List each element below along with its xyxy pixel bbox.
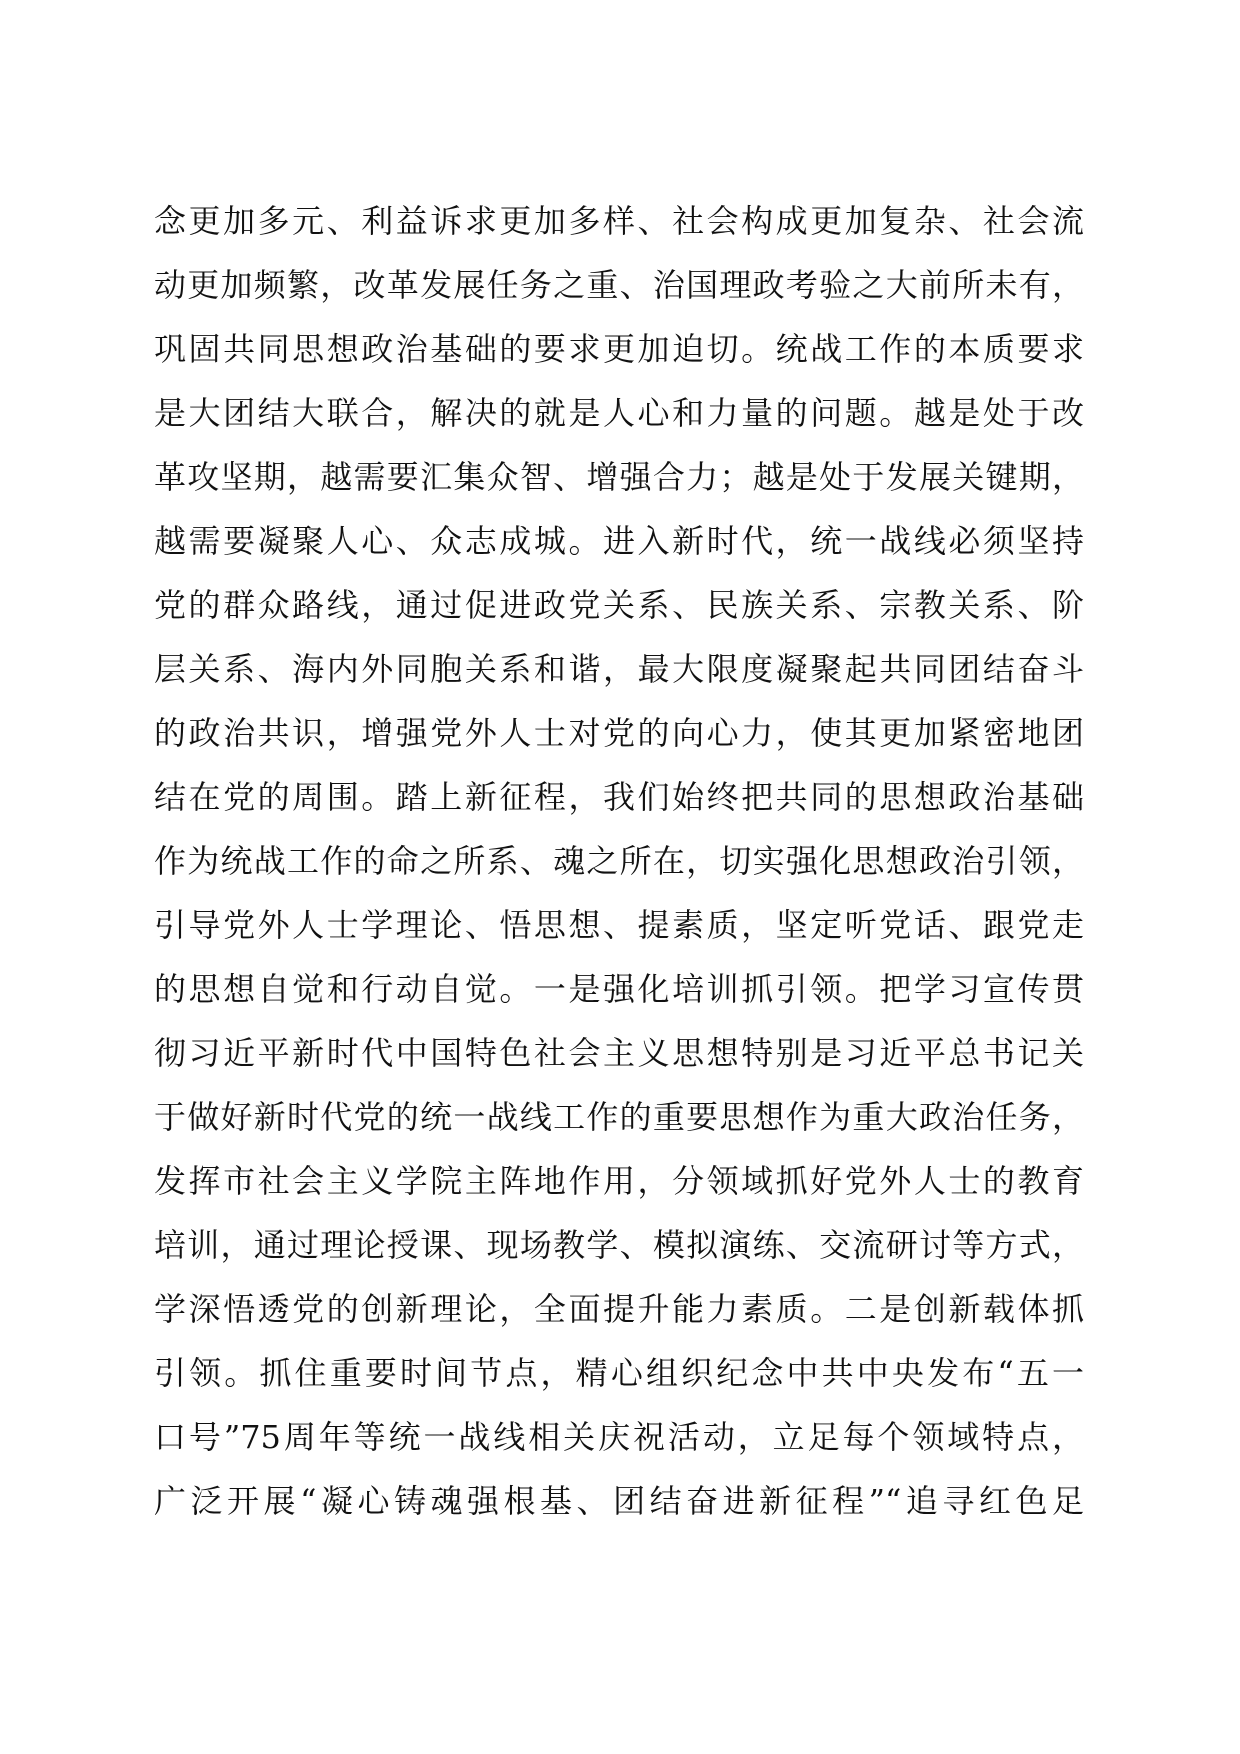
text-line-10: 结在党的周围。踏上新征程，我们始终把共同的思想政治基础: [154, 778, 1084, 816]
body-text: [154, 189, 1084, 1533]
text-line-4: 是大团结大联合，解决的就是人心和力量的问题。越是处于改: [154, 394, 1084, 432]
text-line-18: 学深悟透党的创新理论，全面提升能力素质。二是创新载体抓: [154, 1290, 1084, 1328]
text-line-3: 巩固共同思想政治基础的要求更加迫切。统战工作的本质要求: [154, 330, 1084, 368]
text-line-16: 发挥市社会主义学院主阵地作用，分领域抓好党外人士的教育: [154, 1162, 1084, 1200]
text-line-21: 广泛开展“凝心铸魂强根基、团结奋进新征程”“追寻红色足: [154, 1482, 1084, 1520]
text-line-17: 培训，通过理论授课、现场教学、模拟演练、交流研讨等方式，: [154, 1226, 1084, 1264]
text-line-14: 彻习近平新时代中国特色社会主义思想特别是习近平总书记关: [154, 1034, 1084, 1072]
text-line-1: 念更加多元、利益诉求更加多样、社会构成更加复杂、社会流: [154, 202, 1084, 240]
text-line-2: 动更加频繁，改革发展任务之重、治国理政考验之大前所未有，: [154, 266, 1084, 304]
text-line-13: 的思想自觉和行动自觉。一是强化培训抓引领。把学习宣传贯: [154, 970, 1084, 1008]
text-line-6: 越需要凝聚人心、众志成城。进入新时代，统一战线必须坚持: [154, 522, 1084, 560]
text-line-5: 革攻坚期，越需要汇集众智、增强合力；越是处于发展关键期，: [154, 458, 1084, 496]
text-line-8: 层关系、海内外同胞关系和谐，最大限度凝聚起共同团结奋斗: [154, 650, 1084, 688]
text-line-11: 作为统战工作的命之所系、魂之所在，切实强化思想政治引领，: [154, 842, 1084, 880]
text-line-19: 引领。抓住重要时间节点，精心组织纪念中共中央发布“五一: [154, 1354, 1084, 1392]
text-line-7: 党的群众路线，通过促进政党关系、民族关系、宗教关系、阶: [154, 586, 1084, 624]
text-line-12: 引导党外人士学理论、悟思想、提素质，坚定听党话、跟党走: [154, 906, 1084, 944]
text-line-9: 的政治共识，增强党外人士对党的向心力，使其更加紧密地团: [154, 714, 1084, 752]
text-line-15: 于做好新时代党的统一战线工作的重要思想作为重大政治任务，: [154, 1098, 1084, 1136]
text-line-20: 口号”75周年等统一战线相关庆祝活动，立足每个领域特点，: [154, 1418, 1084, 1456]
